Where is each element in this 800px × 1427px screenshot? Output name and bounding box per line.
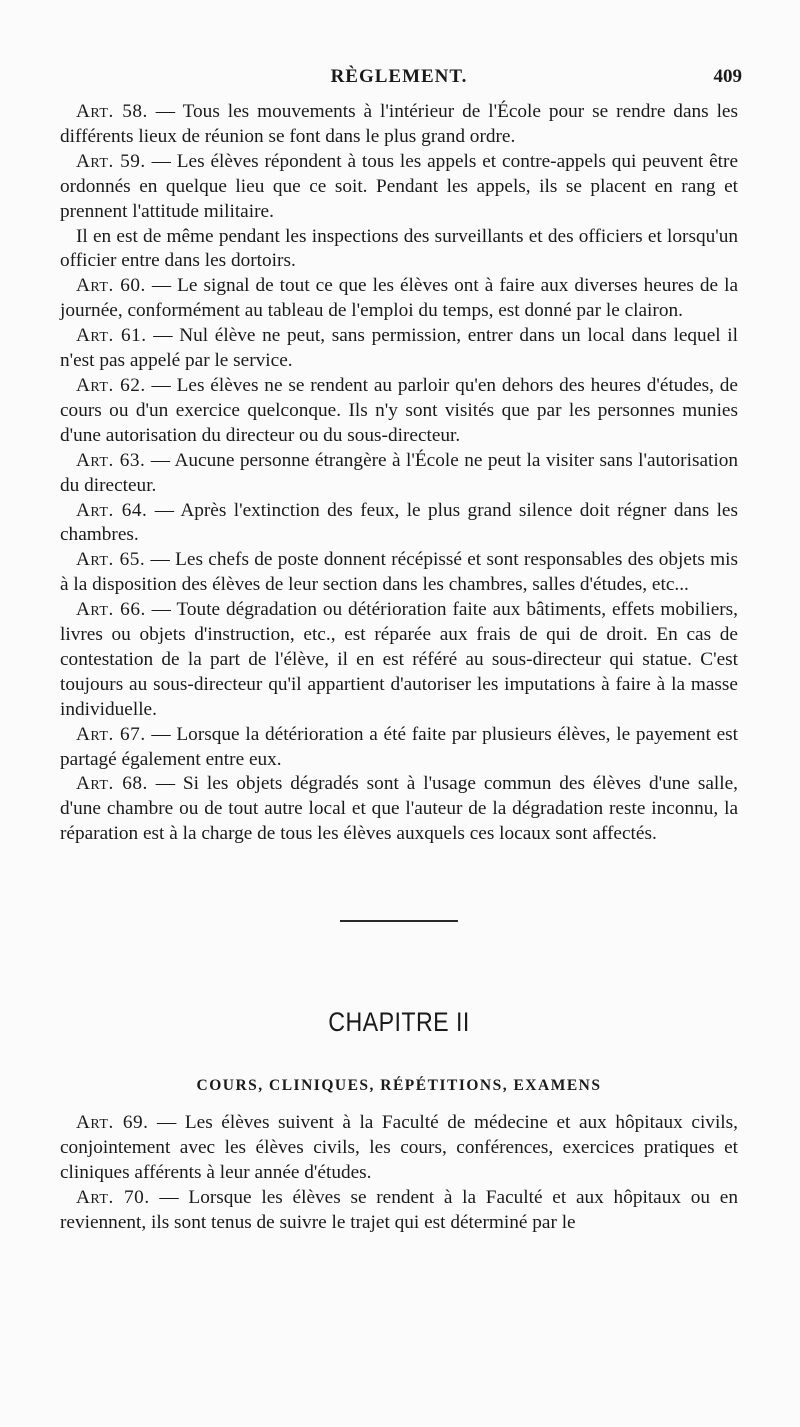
article-paragraph <box>60 324 738 374</box>
article-paragraph <box>60 449 738 499</box>
article-text: — Les chefs de poste donnent récépissé et sont responsables des objets mis à la disposition des élèves de leur section dans les chambres, salles d'études, etc... <box>60 549 738 596</box>
article-text: — Tous les mouvements à l'intérieur de l'École pour se rendre dans les différents lieux de réunion se font dans le plus grand ordre. <box>60 101 738 147</box>
article-paragraph <box>60 598 738 723</box>
article-text: — Les élèves ne se rendent au parloir qu'en dehors des heures d'études, de cours ou d'un exercice quelconque. Ils n'y sont visités que par les personnes munies d'une autorisation du directeur ou du sous-directeur. <box>60 374 738 446</box>
article-paragraph <box>60 1186 738 1236</box>
article-paragraph <box>60 1111 738 1186</box>
article-label: Art. 66. <box>76 599 146 621</box>
article-label: Art. 64. <box>76 499 148 521</box>
article-text: — Le signal de tout ce que les élèves ont à faire aux diverses heures de la journée, conformément au tableau de l'emploi du temps, est donné par le clairon. <box>60 275 739 322</box>
article-label: Art. 68. <box>76 773 148 795</box>
article-paragraph <box>60 150 738 225</box>
article-paragraph <box>60 499 738 549</box>
article-text: — Toute dégradation ou détérioration faite aux bâtiments, effets mobiliers, livres ou objets d'instruction, etc., est réparée aux frais de qui de droit. En cas de contestation de la part de l'élève, il en est référé au sous-directeur qui statue. C'est toujours au sous-directeur qu'il appartient d'autoriser les imputations à faire à la masse individuelle. <box>60 599 738 720</box>
article-label: Art. 59. <box>76 150 146 172</box>
article-text: — Aucune personne étrangère à l'École ne peut la visiter sans l'autorisation du directeur. <box>60 449 739 496</box>
article-paragraph <box>60 100 738 150</box>
article-text: — Lorsque la détérioration a été faite par plusieurs élèves, le payement est partagé également entre eux. <box>60 723 738 770</box>
article-text: — Nul élève ne peut, sans permission, entrer dans un local dans lequel il n'est pas appelé par le service. <box>60 325 739 372</box>
article-paragraph <box>60 374 738 449</box>
article-text: — Les élèves répondent à tous les appels et contre-appels qui peuvent être ordonnés en quelque lieu que ce soit. Pendant les appels, ils se placent en rang et prennent l'attitude militaire. <box>60 150 738 222</box>
article-paragraph <box>60 772 738 847</box>
article-label: Art. 69. <box>76 1112 149 1134</box>
article-label: Art. 65. <box>76 549 146 571</box>
article-label: Art. 67. <box>76 723 146 745</box>
articles-section-after <box>60 1111 738 1236</box>
section-divider <box>340 920 458 922</box>
chapter-subtitle: COURS, CLINIQUES, RÉPÉTITIONS, EXAMENS <box>196 1077 602 1095</box>
article-text: — Si les objets dégradés sont à l'usage commun des élèves d'une salle, d'une chambre ou de tout autre local et que l'auteur de la dégradation reste inconnu, la réparation est à la charge de tous les élèves auxquels ces locaux sont affectés. <box>60 773 738 845</box>
article-label: Art. 58. <box>76 101 148 122</box>
article-text: — Les élèves suivent à la Faculté de médecine et aux hôpitaux civils, conjointement avec les élèves civils, les cours, conférences, exercices pratiques et cliniques afférents à leur année d'études. <box>60 1112 738 1183</box>
articles-section-before <box>60 100 738 847</box>
page-header <box>60 66 742 100</box>
article-text: Il en est de même pendant les inspections des surveillants et des officiers et lorsqu'un officier entre dans les dortoirs. <box>60 225 738 272</box>
article-label: Art. 63. <box>76 449 146 471</box>
article-paragraph <box>60 225 738 275</box>
chapter-title: CHAPITRE II <box>328 1007 470 1038</box>
page-number: 409 <box>713 66 742 87</box>
article-paragraph <box>60 548 738 598</box>
article-paragraph <box>60 723 738 773</box>
running-title: RÈGLEMENT. <box>330 66 468 87</box>
article-label: Art. 61. <box>76 325 147 347</box>
book-page <box>60 66 742 1236</box>
article-paragraph <box>60 274 738 324</box>
article-label: Art. 70. <box>76 1186 150 1208</box>
article-text: — Après l'extinction des feux, le plus grand silence doit régner dans les chambres. <box>60 499 738 546</box>
article-text: — Lorsque les élèves se rendent à la Faculté et aux hôpitaux ou en reviennent, ils sont tenus de suivre le trajet qui est déterminé par le <box>60 1186 739 1233</box>
article-label: Art. 62. <box>76 374 146 396</box>
article-label: Art. 60. <box>76 275 146 297</box>
